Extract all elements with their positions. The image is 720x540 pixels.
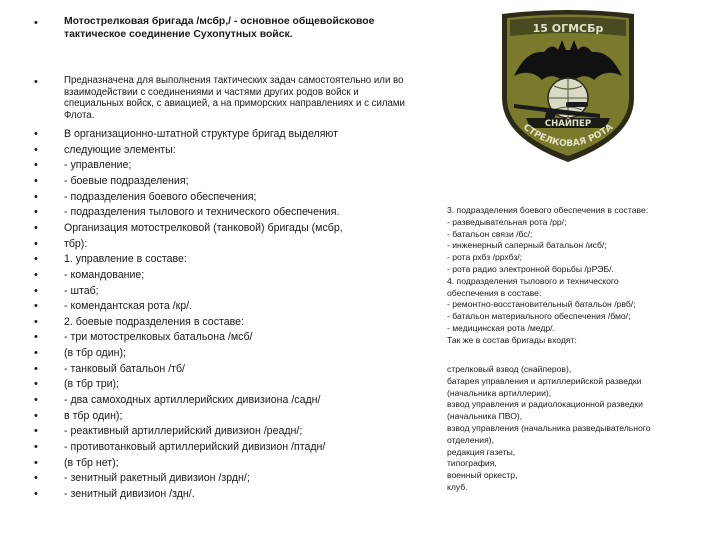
text-line: - инженерный саперный батальон /исб/; (447, 240, 607, 251)
text-line: Так же в состав бригады входят: (447, 334, 577, 345)
list-item-text: 1. управление в составе: (64, 253, 187, 266)
bullet-dot: • (34, 456, 38, 469)
bullet-dot: • (34, 76, 38, 88)
sniper-company-patch (496, 6, 640, 166)
bullet-dot: • (34, 472, 38, 485)
patch-bottom-textpath: СТРЕЛКОВАЯ РОТА (521, 122, 615, 150)
list-item-text: - подразделения тылового и технического обеспечения. (64, 206, 340, 219)
text-line: батарея управления и артиллерийской разведки (447, 375, 642, 386)
text-line: - батальон материального обеспечения /бмо/; (447, 311, 631, 322)
bullet-dot: • (34, 409, 38, 422)
bullet-dot: • (34, 425, 38, 438)
text-line: военный оркестр, (447, 470, 518, 481)
bullet-dot: • (34, 487, 38, 500)
list-item-text: Организация мотострелковой (танковой) бригады (мсбр, (64, 221, 343, 234)
right-column-block-1 (447, 205, 717, 347)
text-line: обеспечения в составе: (447, 287, 542, 298)
list-item-text: - три мотострелковых батальона /мсб/ (64, 331, 253, 344)
list-item-text: 2. боевые подразделения в составе: (64, 315, 244, 328)
bullet-dot: • (34, 378, 38, 391)
text-line: стрелковый взвод (снайперов), (447, 364, 572, 374)
right-column-block-2 (447, 364, 717, 494)
list-item-text: (в тбр один); (64, 347, 126, 360)
list-item-text: - комендантская рота /кр/. (64, 300, 193, 313)
bullet-dot: • (34, 174, 38, 187)
slide-title: Мотострелковая бригада /мсбр,/ - основное общевойсковое тактическое соединение Сухопутных войск. (64, 16, 375, 40)
list-item-text: - подразделения боевого обеспечения; (64, 190, 257, 203)
bullet-dot: • (34, 331, 38, 344)
text-line: - батальон связи /бс/; (447, 228, 533, 239)
bullet-dot: • (34, 159, 38, 172)
list-item-text: - танковый батальон /тб/ (64, 362, 185, 375)
list-item-text: - зенитный ракетный дивизион /зрдн/; (64, 472, 250, 485)
text-line: (начальника ПВО), (447, 411, 523, 422)
text-line: (начальника артиллерии), (447, 387, 552, 398)
bullet-dot: • (34, 206, 38, 219)
list-item-text: - боевые подразделения; (64, 174, 189, 187)
text-line: - медицинская рота /медр/. (447, 322, 555, 333)
bullet-dot: • (34, 284, 38, 297)
text-line: - рота рхбз /ррхбз/; (447, 252, 523, 263)
list-item-text: - командование; (64, 268, 145, 281)
bullet-dot: • (34, 441, 38, 453)
list-item-text: - два самоходных артиллерийских дивизиона /садн/ (64, 394, 321, 407)
list-item-text: (в тбр нет); (64, 456, 119, 469)
list-item-text: - реактивный артиллерийский дивизион /реадн/; (64, 425, 303, 438)
text-line: взвод управления и радиолокационной разведки (447, 399, 643, 410)
text-line: типография, (447, 458, 497, 469)
scope-icon (566, 102, 588, 107)
text-line: отделения), (447, 434, 494, 445)
bullet-dot: • (34, 190, 38, 203)
bullet-dot: • (34, 17, 38, 29)
list-item-text: - зенитный дивизион /здн/. (64, 487, 195, 500)
list-item-text: - штаб; (64, 284, 99, 297)
purpose-paragraph: Предназначена для выполнения тактических задач самостоятельно или во взаимодействии с соединениями и частями других родов войск и специальных войск, с авиацией, а на приморских направлениях и с силами Флота. (64, 75, 405, 122)
text-line: - ремонтно-восстановительный батальон /рвб/; (447, 299, 636, 310)
bullet-dot: • (34, 253, 38, 266)
list-item-text: в тбр один); (64, 409, 123, 422)
bullet-dot: • (34, 300, 38, 313)
bullet-dot: • (34, 347, 38, 360)
list-item-text: В организационно-штатной структуре бригад выделяют (64, 128, 338, 140)
bullet-dot: • (34, 362, 38, 375)
list-item-text: - противотанковый артиллерийский дивизион /птадн/ (64, 441, 326, 453)
bullet-dot: • (34, 221, 38, 234)
list-item-text: (в тбр три); (64, 378, 119, 391)
text-line: редакция газеты, (447, 446, 516, 457)
bullet-dot: • (34, 237, 38, 250)
bullet-dot: • (34, 394, 38, 407)
bullet-dot: • (34, 315, 38, 328)
list-item-text: - управление; (64, 159, 132, 172)
list-item-text: следующие элементы: (64, 143, 176, 156)
bullet-dot: • (34, 143, 38, 156)
text-line: - разведывательная рота /рр/; (447, 216, 567, 227)
text-line: - рота радио электронной борьбы /рРЭБ/. (447, 263, 614, 274)
text-line: 3. подразделения боевого обеспечения в составе: (447, 205, 649, 215)
text-line: клуб. (447, 481, 468, 492)
text-line: взвод управления (начальника разведывательного (447, 422, 651, 433)
patch-sniper-text: СНАЙПЕР (544, 119, 592, 129)
bullet-dot: • (34, 128, 38, 140)
patch-top-text: 15 ОГМСБр (532, 22, 604, 35)
list-item-text: тбр): (64, 237, 88, 250)
bullet-dot: • (34, 268, 38, 281)
text-line: 4. подразделения тылового и технического (447, 275, 619, 286)
